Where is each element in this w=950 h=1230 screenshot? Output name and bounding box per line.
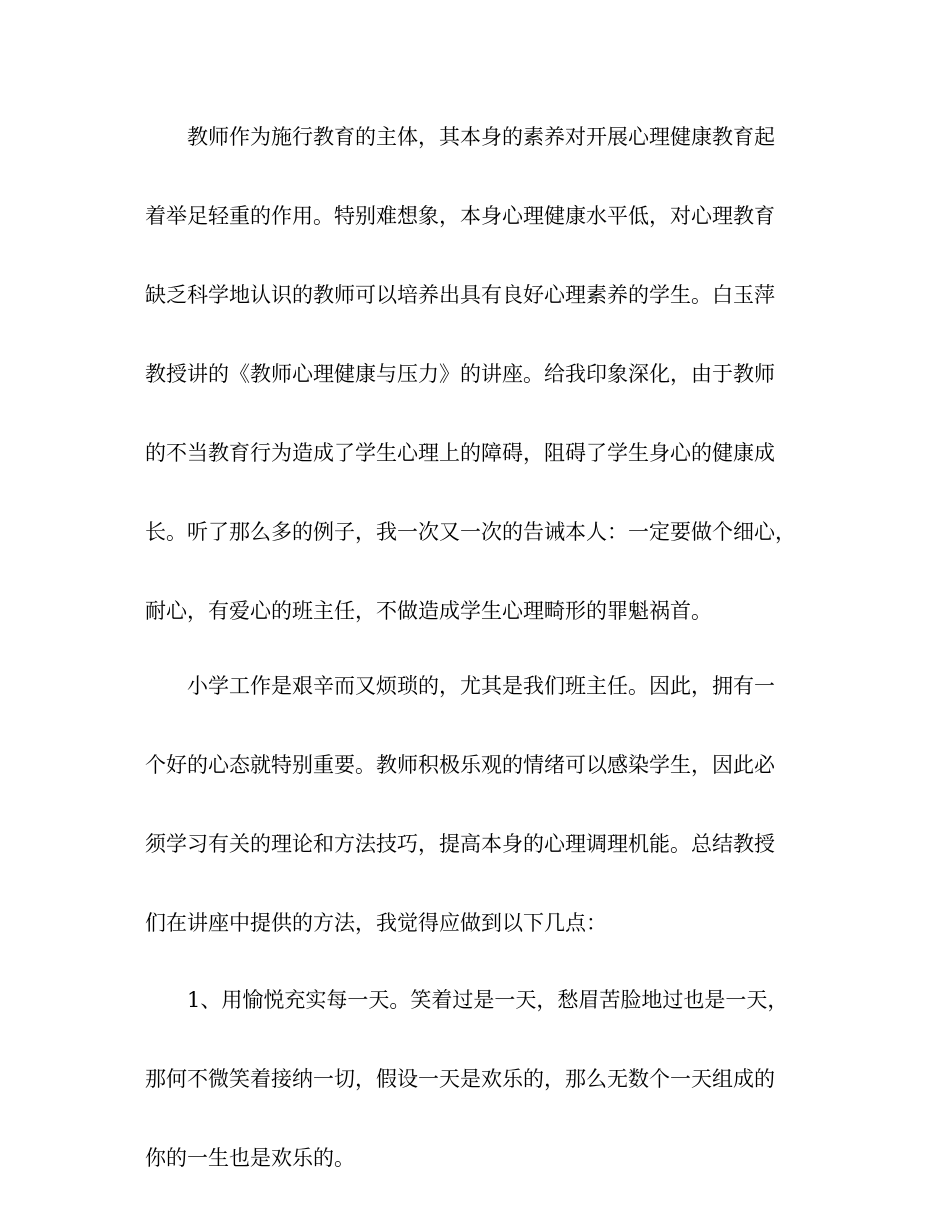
paragraph-2-line-4: 们在讲座中提供的方法，我觉得应做到以下几点： bbox=[145, 911, 607, 935]
paragraph-2-line-3: 须学习有关的理论和方法技巧，提高本身的心理调理机能。总结教授 bbox=[145, 832, 775, 856]
paragraph-1-line-5: 的不当教育行为造成了学生心理上的障碍，阻碍了学生身心的健康成 bbox=[145, 441, 775, 465]
paragraph-1-line-3: 缺乏科学地认识的教师可以培养出具有良好心理素养的学生。白玉萍 bbox=[145, 283, 775, 307]
paragraph-1-line-7: 耐心，有爱心的班主任，不做造成学生心理畸形的罪魁祸首。 bbox=[145, 599, 712, 623]
paragraph-1-line-1: 教师作为施行教育的主体，其本身的素养对开展心理健康教育起 bbox=[187, 125, 775, 149]
paragraph-3-line-2: 那何不微笑着接纳一切，假设一天是欢乐的，那么无数个一天组成的 bbox=[145, 1067, 775, 1091]
paragraph-3-line-1: 1、用愉悦充实每一天。笑着过是一天，愁眉苦脸地过也是一天， bbox=[187, 988, 789, 1012]
paragraph-3-line-3: 你的一生也是欢乐的。 bbox=[145, 1146, 355, 1170]
paragraph-2-line-1: 小学工作是艰辛而又烦琐的，尤其是我们班主任。因此，拥有一 bbox=[187, 674, 775, 698]
paragraph-2-line-2: 个好的心态就特别重要。教师积极乐观的情绪可以感染学生，因此必 bbox=[145, 753, 775, 777]
paragraph-1-line-2: 着举足轻重的作用。特别难想象，本身心理健康水平低，对心理教育 bbox=[145, 204, 775, 228]
paragraph-1-line-4: 教授讲的《教师心理健康与压力》的讲座。给我印象深化，由于教师 bbox=[145, 362, 775, 386]
paragraph-1-line-6: 长。听了那么多的例子，我一次又一次的告诫本人：一定要做个细心， bbox=[145, 520, 796, 544]
